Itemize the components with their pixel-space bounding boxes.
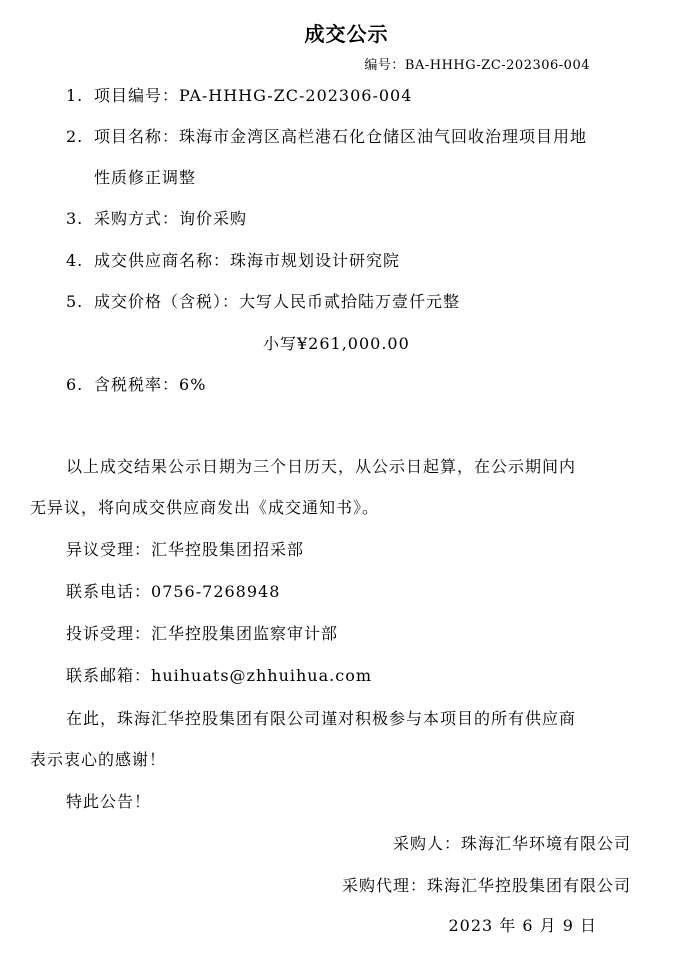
contact-value: 0756-7268948 <box>151 582 281 601</box>
contact-email <box>66 664 372 688</box>
item-value: 大写人民币贰拾陆万壹仟元整 <box>239 292 461 311</box>
document-number: 编号：BA-HHHG-ZC-202306-004 <box>364 58 590 73</box>
item-project-name-continued: 性质修正调整 <box>94 168 197 187</box>
item-label: 成交供应商名称： <box>94 251 231 270</box>
item-number: 4. <box>66 251 84 270</box>
contact-phone <box>66 580 280 604</box>
item-price <box>66 290 460 314</box>
closing-statement: 特此公告！ <box>66 792 152 811</box>
item-number: 5. <box>66 292 84 311</box>
item-number: 6. <box>66 375 84 394</box>
thanks-line-1: 在此，珠海汇华控股集团有限公司谨对积极参与本项目的所有供应商 <box>66 709 577 728</box>
item-tax-rate <box>66 373 206 397</box>
contact-value: 汇华控股集团监察审计部 <box>151 624 339 643</box>
item-project-number <box>66 84 412 108</box>
page-title: 成交公示 <box>304 22 389 46</box>
thanks-line-2: 表示衷心的感谢！ <box>30 750 167 769</box>
contact-value[interactable]: huihuats@zhhuihua.com <box>151 666 372 685</box>
contact-label: 投诉受理： <box>66 624 152 643</box>
contact-value: 汇华控股集团招采部 <box>151 540 305 559</box>
item-number: 2. <box>66 127 84 146</box>
item-supplier <box>66 249 400 273</box>
item-label: 成交价格（含税）： <box>94 292 240 311</box>
item-number: 3. <box>66 209 84 228</box>
item-value: 询价采购 <box>179 209 248 228</box>
item-value: PA-HHHG-ZC-202306-004 <box>179 86 413 105</box>
announcement-date: 2023 年 6 月 9 日 <box>448 916 597 935</box>
item-value: 珠海市金湾区高栏港石化仓储区油气回收治理项目用地 <box>179 127 588 146</box>
notice-line-1: 以上成交结果公示日期为三个日历天，从公示日起算，在公示期间内 <box>66 457 577 476</box>
contact-complaint <box>66 622 338 646</box>
item-label: 含税税率： <box>94 375 180 394</box>
item-label: 采购方式： <box>94 209 180 228</box>
item-label: 项目名称： <box>94 127 180 146</box>
item-price-small: 小写¥261,000.00 <box>263 334 410 353</box>
item-project-name <box>66 125 587 149</box>
item-value: 珠海市规划设计研究院 <box>230 251 401 270</box>
purchaser: 采购人：珠海汇华环境有限公司 <box>392 834 631 853</box>
contact-label: 异议受理： <box>66 540 152 559</box>
item-number: 1. <box>66 86 84 105</box>
contact-label: 联系邮箱： <box>66 666 152 685</box>
item-procurement-method <box>66 207 247 231</box>
notice-line-2: 无异议，将向成交供应商发出《成交通知书》。 <box>30 498 380 517</box>
item-value: 6% <box>179 375 207 394</box>
procurement-agent: 采购代理：珠海汇华控股集团有限公司 <box>341 876 631 895</box>
contact-label: 联系电话： <box>66 582 152 601</box>
contact-objection <box>66 538 304 562</box>
item-label: 项目编号： <box>94 86 180 105</box>
